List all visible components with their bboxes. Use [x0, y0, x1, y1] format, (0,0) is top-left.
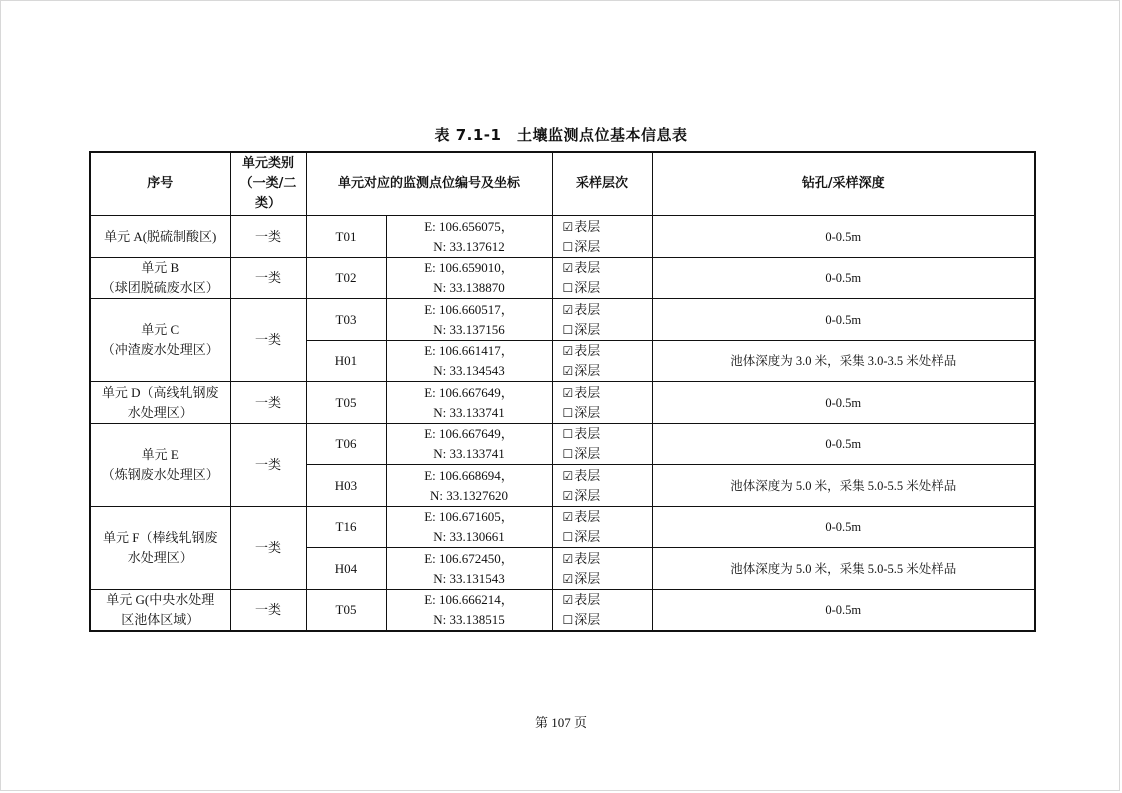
- unit-cell: [90, 590, 230, 632]
- category-cell: 一类: [230, 590, 306, 632]
- coord-north: N: 33.134543: [433, 363, 505, 378]
- point-coordinates: [386, 424, 552, 465]
- unit-name-line2: 水处理区）: [127, 404, 193, 420]
- checked-box-icon: ☑: [562, 468, 574, 483]
- checked-box-icon: ☑: [562, 302, 574, 317]
- unit-cell: [90, 382, 230, 424]
- point-coordinates: [386, 382, 552, 424]
- sampling-depth: 0-0.5m: [652, 299, 1035, 341]
- layer-deep: [555, 486, 650, 506]
- layer-deep: [555, 444, 650, 464]
- layer-label: 表层: [574, 384, 601, 400]
- unit-name-line2: （球团脱硫废水区）: [101, 280, 219, 295]
- layer-label: 深层: [574, 446, 601, 461]
- layer-cell: [552, 424, 652, 465]
- table-row: [90, 258, 1035, 299]
- table-row: [90, 507, 1035, 548]
- layer-label: 深层: [574, 612, 601, 627]
- layer-cell: [552, 507, 652, 548]
- coord-east: E: 106.667649，: [424, 384, 514, 400]
- header-layer: 采样层次: [552, 152, 652, 216]
- layer-surface: [555, 590, 650, 610]
- checked-box-icon: ☑: [562, 551, 574, 566]
- checked-box-icon: ☑: [562, 364, 574, 378]
- layer-deep: [555, 320, 650, 340]
- point-id: T16: [306, 507, 386, 548]
- coord-east: E: 106.659010，: [424, 260, 514, 275]
- layer-deep: [555, 610, 650, 630]
- layer-label: 表层: [574, 343, 601, 358]
- unit-name-line2: 水处理区）: [127, 550, 193, 565]
- checked-box-icon: ☑: [562, 488, 574, 503]
- layer-surface: [555, 424, 650, 444]
- layer-cell: [552, 590, 652, 632]
- layer-surface: [555, 466, 650, 486]
- layer-label: 表层: [574, 509, 601, 524]
- category-cell: 一类: [230, 424, 306, 507]
- unit-name-line1: 单元 F（棒线轧钢废: [103, 530, 218, 545]
- monitoring-points-table: [89, 151, 1036, 632]
- point-id: T01: [306, 216, 386, 258]
- header-category-line2: （一类/二: [239, 176, 297, 191]
- layer-cell: [552, 258, 652, 299]
- coord-east: E: 106.668694，: [424, 467, 514, 483]
- unchecked-box-icon: ☐: [562, 322, 574, 337]
- unit-name-line1: 单元 E: [141, 447, 179, 462]
- sampling-depth: 池体深度为 3.0 米，采集 3.0-3.5 米处样品: [652, 341, 1035, 382]
- unit-cell: [90, 216, 230, 258]
- layer-label: 表层: [574, 426, 601, 441]
- coord-north: N: 33.131543: [433, 570, 505, 586]
- header-point: 单元对应的监测点位编号及坐标: [306, 152, 552, 216]
- layer-label: 表层: [574, 260, 601, 275]
- header-category-line1: 单元类别: [241, 156, 294, 171]
- layer-surface: [555, 341, 650, 361]
- checked-box-icon: ☑: [562, 385, 574, 400]
- layer-label: 表层: [574, 218, 601, 234]
- layer-surface: [555, 507, 650, 527]
- layer-surface: [555, 383, 650, 403]
- sampling-depth: 0-0.5m: [652, 590, 1035, 632]
- layer-label: 深层: [574, 529, 601, 544]
- layer-surface: [555, 217, 650, 237]
- layer-label: 深层: [574, 280, 601, 295]
- unchecked-box-icon: ☐: [562, 447, 574, 461]
- point-coordinates: [386, 258, 552, 299]
- layer-label: 表层: [574, 467, 601, 483]
- point-coordinates: [386, 548, 552, 590]
- sampling-depth: 0-0.5m: [652, 258, 1035, 299]
- coord-north: N: 33.133741: [433, 446, 505, 461]
- unit-cell: [90, 507, 230, 590]
- checked-box-icon: ☑: [562, 219, 574, 234]
- layer-label: 表层: [574, 550, 601, 566]
- header-row: [90, 152, 1035, 216]
- layer-label: 深层: [574, 570, 601, 586]
- layer-cell: [552, 548, 652, 590]
- unit-name-line1: 单元 D（高线轧钢废: [101, 384, 219, 400]
- point-coordinates: [386, 341, 552, 382]
- layer-label: 深层: [574, 487, 601, 503]
- layer-deep: [555, 569, 650, 589]
- point-coordinates: [386, 507, 552, 548]
- checked-box-icon: ☑: [562, 571, 574, 586]
- sampling-depth: 池体深度为 5.0 米，采集 5.0-5.5 米处样品: [652, 465, 1035, 507]
- header-category-line3: 类）: [254, 196, 281, 211]
- coord-north: N: 33.1327620: [430, 487, 508, 503]
- layer-cell: [552, 465, 652, 507]
- point-id: T02: [306, 258, 386, 299]
- sampling-depth: 0-0.5m: [652, 424, 1035, 465]
- point-id: H01: [306, 341, 386, 382]
- point-id: T06: [306, 424, 386, 465]
- unchecked-box-icon: ☐: [562, 427, 574, 441]
- page-number: 第 107 页: [534, 715, 587, 730]
- coord-north: N: 33.130661: [433, 529, 505, 544]
- sampling-depth: 0-0.5m: [652, 382, 1035, 424]
- coord-north: N: 33.138515: [433, 612, 505, 627]
- header-unit: 序号: [90, 152, 230, 216]
- unchecked-box-icon: ☐: [562, 405, 574, 420]
- coord-east: E: 106.667649，: [424, 426, 514, 441]
- point-id: T03: [306, 299, 386, 341]
- header-category: [230, 152, 306, 216]
- coord-east: E: 106.666214，: [424, 592, 514, 607]
- point-id: H03: [306, 465, 386, 507]
- layer-label: 表层: [574, 592, 601, 607]
- point-coordinates: [386, 216, 552, 258]
- unchecked-box-icon: ☐: [562, 613, 574, 627]
- point-id: T05: [306, 382, 386, 424]
- unit-cell: [90, 258, 230, 299]
- table-title: 表 7.1-1 土壤监测点位基本信息表: [434, 126, 688, 144]
- layer-surface: [555, 300, 650, 320]
- layer-surface: [555, 549, 650, 569]
- point-id: H04: [306, 548, 386, 590]
- unit-name-line2: 区池体区域）: [121, 612, 200, 627]
- unit-name-line1: 单元 B: [141, 260, 180, 275]
- point-coordinates: [386, 299, 552, 341]
- layer-deep: [555, 361, 650, 381]
- coord-north: N: 33.137156: [433, 321, 505, 337]
- unit-name-line1: 单元 G(中央水处理: [106, 592, 215, 607]
- sampling-depth: 池体深度为 5.0 米，采集 5.0-5.5 米处样品: [652, 548, 1035, 590]
- coord-east: E: 106.672450，: [424, 550, 514, 566]
- point-coordinates: [386, 465, 552, 507]
- category-cell: 一类: [230, 507, 306, 590]
- layer-cell: [552, 299, 652, 341]
- header-depth: 钻孔/采样深度: [652, 152, 1035, 216]
- layer-deep: [555, 527, 650, 547]
- layer-label: 深层: [574, 238, 601, 254]
- unit-cell: [90, 424, 230, 507]
- checked-box-icon: ☑: [562, 261, 574, 275]
- layer-cell: [552, 341, 652, 382]
- table-row: [90, 590, 1035, 632]
- layer-deep: [555, 278, 650, 298]
- coord-north: N: 33.138870: [433, 280, 505, 295]
- coord-north: N: 33.133741: [433, 404, 505, 420]
- layer-cell: [552, 382, 652, 424]
- coord-east: E: 106.661417，: [424, 343, 514, 358]
- category-cell: 一类: [230, 299, 306, 382]
- unit-name-line2: （冲渣废水处理区）: [101, 342, 219, 357]
- checked-box-icon: ☑: [562, 593, 574, 607]
- sampling-depth: 0-0.5m: [652, 507, 1035, 548]
- table-row: [90, 424, 1035, 465]
- checked-box-icon: ☑: [562, 344, 574, 358]
- category-cell: 一类: [230, 216, 306, 258]
- unchecked-box-icon: ☐: [562, 281, 574, 295]
- table-row: [90, 216, 1035, 258]
- unit-name-line2: （炼钢废水处理区）: [101, 467, 219, 482]
- unchecked-box-icon: ☐: [562, 530, 574, 544]
- sampling-depth: 0-0.5m: [652, 216, 1035, 258]
- point-id: T05: [306, 590, 386, 632]
- unit-name-line1: 单元 C: [141, 322, 180, 337]
- layer-deep: [555, 237, 650, 257]
- table-row: [90, 299, 1035, 341]
- layer-label: 深层: [574, 363, 601, 378]
- layer-label: 表层: [574, 301, 601, 317]
- point-coordinates: [386, 590, 552, 632]
- layer-label: 深层: [574, 404, 601, 420]
- layer-deep: [555, 403, 650, 423]
- unit-cell: [90, 299, 230, 382]
- layer-surface: [555, 258, 650, 278]
- coord-east: E: 106.671605，: [424, 509, 514, 524]
- coord-north: N: 33.137612: [433, 238, 505, 254]
- layer-cell: [552, 216, 652, 258]
- coord-east: E: 106.656075，: [424, 218, 514, 234]
- category-cell: 一类: [230, 382, 306, 424]
- category-cell: 一类: [230, 258, 306, 299]
- checked-box-icon: ☑: [562, 510, 574, 524]
- coord-east: E: 106.660517，: [424, 301, 514, 317]
- unit-name-line1: 单元 A(脱硫制酸区): [104, 228, 217, 244]
- unchecked-box-icon: ☐: [562, 239, 574, 254]
- table-row: [90, 382, 1035, 424]
- layer-label: 深层: [574, 321, 601, 337]
